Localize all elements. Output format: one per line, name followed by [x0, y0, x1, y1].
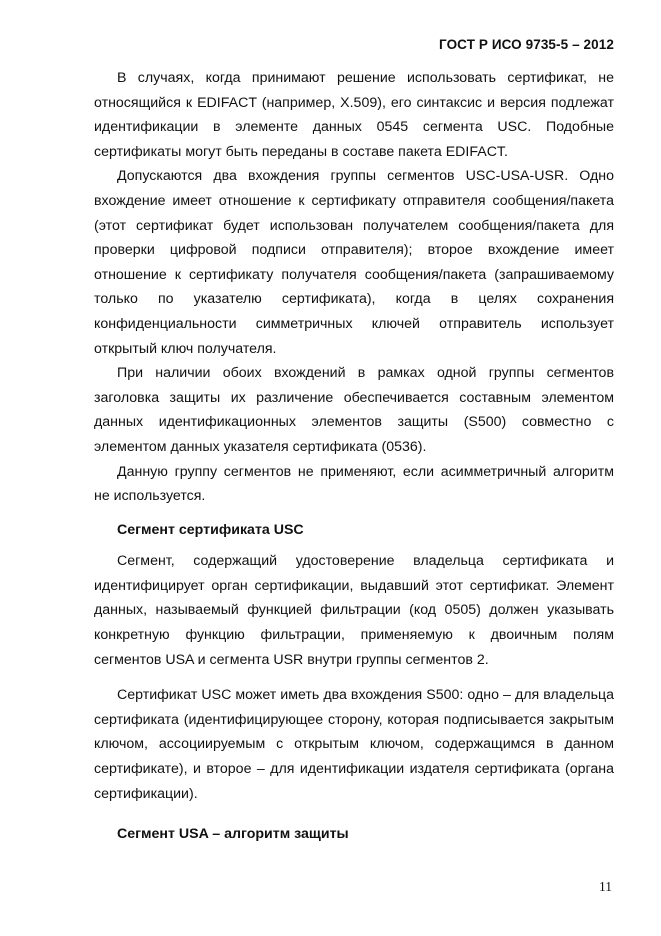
document-header: ГОСТ Р ИСО 9735-5 – 2012: [439, 37, 614, 52]
document-body: [94, 66, 614, 847]
page-number: 11: [599, 879, 612, 894]
section-heading-usa: Сегмент USA – алгоритм защиты: [117, 826, 349, 843]
paragraph-distinguishing-occurrences: При наличии обоих вхождений в рамках одной группы сегментов заголовка защиты их различение обеспечивается составным элементом данных идентификационных элементов защиты (S500) совместно с элементом данных указателя сертификата (0536).: [94, 365, 614, 455]
paragraph-two-occurrences: Допускаются два вхождения группы сегментов USC-USA-USR. Одно вхождение имеет отношение к сертификату отправителя сообщения/пакета (этот сертификат будет использован получателем сообщения/пакета для проверки цифровой подписи отправителя); второе вхождение имеет отношение к сертификату получателя сообщения/пакета (запрашиваемому только по указателю сертификата), когда в целях сохранения конфиденциальности симметричных ключей отправитель использует открытый ключ получателя.: [94, 168, 614, 357]
section-heading-usc: Сегмент сертификата USC: [117, 521, 304, 538]
paragraph-not-applied: Данную группу сегментов не применяют, если асимметричный алгоритм не используется.: [94, 463, 614, 505]
paragraph-usc-s500: Сертификат USC может иметь два вхождения S500: одно – для владельца сертификата (идентифицирующее сторону, которая подписывается закрытым ключом, ассоциируемым с открытым ключом, содержащимся в данном сертификате), и второе – для идентификации издателя сертификата (органа сертификации).: [94, 687, 614, 802]
paragraph-usc-description: Сегмент, содержащий удостоверение владельца сертификата и идентифицирует орган сертификации, выдавший этот сертификат. Элемент данных, называемый функцией фильтрации (код 0505) должен указывать конкретную функцию фильтрации, применяемую к двоичным полям сегментов USA и сегмента USR внутри группы сегментов 2.: [94, 553, 614, 668]
paragraph-non-edifact-certificates: В случаях, когда принимают решение использовать сертификат, не относящийся к EDIFACT (например, X.509), его синтаксис и версия подлежат идентификации в элементе данных 0545 сегмента USC. Подобные сертификаты могут быть переданы в составе пакета EDIFACT.: [94, 70, 614, 160]
